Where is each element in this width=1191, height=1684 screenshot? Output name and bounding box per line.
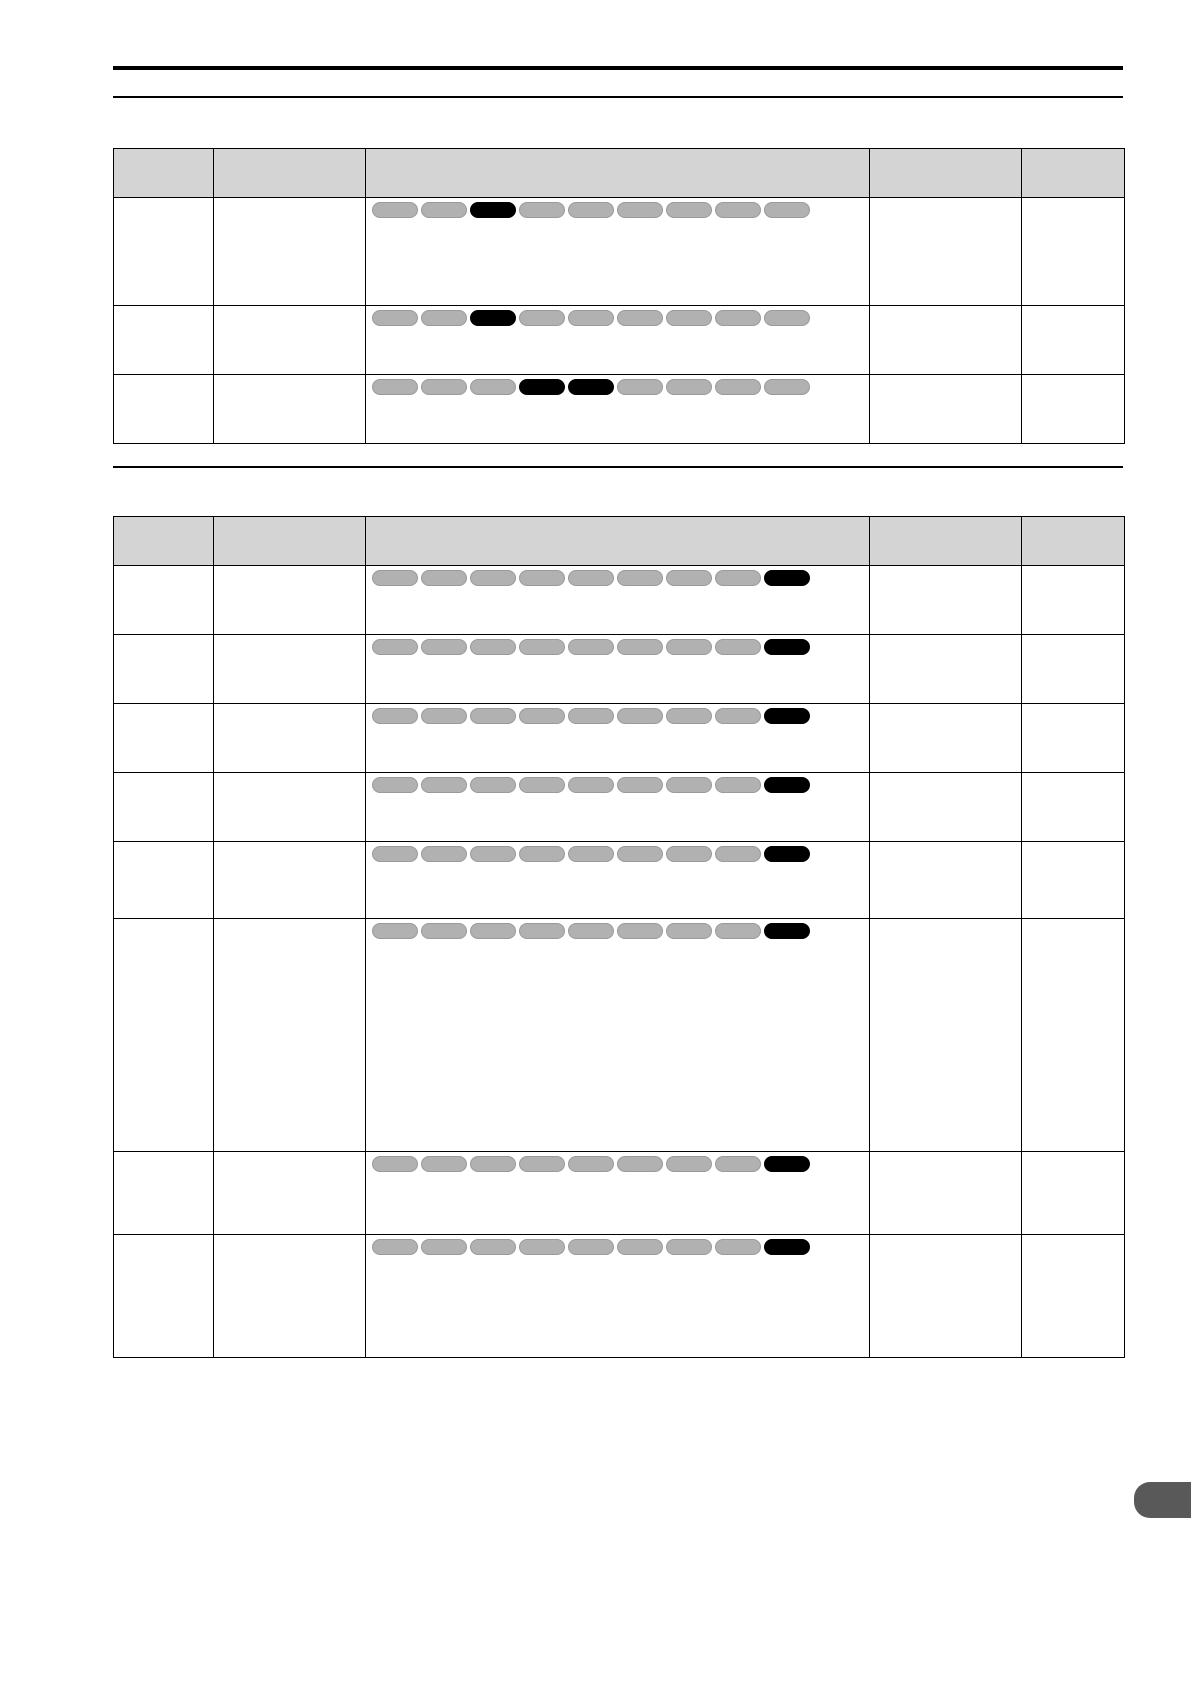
control-mode-indicator [519, 708, 565, 724]
control-mode-indicator [421, 570, 467, 586]
number-cell [114, 566, 214, 635]
control-mode-indicators [372, 1239, 869, 1255]
control-mode-indicator [715, 1156, 761, 1172]
control-mode-indicator [519, 923, 565, 939]
parameter-table-1 [113, 148, 1125, 444]
reference-cell [1022, 773, 1125, 842]
table-row [114, 635, 1125, 704]
table-row [114, 306, 1125, 375]
control-mode-indicator [372, 923, 418, 939]
control-mode-indicator [470, 1156, 516, 1172]
reference-cell [1022, 566, 1125, 635]
control-mode-indicator [519, 639, 565, 655]
reference-cell [1022, 198, 1125, 306]
description-cell [366, 375, 870, 444]
control-mode-indicators [372, 708, 869, 724]
reference-cell [1022, 635, 1125, 704]
number-cell [114, 704, 214, 773]
control-mode-indicator [715, 708, 761, 724]
control-mode-indicator-active [764, 570, 810, 586]
range-cell [870, 635, 1022, 704]
control-mode-indicator [372, 570, 418, 586]
control-mode-indicator [421, 379, 467, 395]
range-cell [870, 1152, 1022, 1235]
control-mode-indicators [372, 639, 869, 655]
range-cell [870, 704, 1022, 773]
control-mode-indicator-active [764, 1239, 810, 1255]
name-cell [214, 1152, 366, 1235]
control-mode-indicator [715, 923, 761, 939]
control-mode-indicator [764, 379, 810, 395]
range-cell [870, 773, 1022, 842]
number-cell [114, 1235, 214, 1358]
header-cell-ref [1022, 149, 1125, 198]
control-mode-indicators [372, 310, 869, 326]
control-mode-indicator-active [764, 708, 810, 724]
reference-cell [1022, 375, 1125, 444]
control-mode-indicator-active [764, 846, 810, 862]
name-cell [214, 919, 366, 1152]
control-mode-indicator [666, 310, 712, 326]
control-mode-indicator [617, 310, 663, 326]
control-mode-indicator [470, 846, 516, 862]
number-cell [114, 306, 214, 375]
table-row [114, 1235, 1125, 1358]
section-rule-2 [113, 466, 1123, 468]
control-mode-indicator [568, 639, 614, 655]
table-row [114, 773, 1125, 842]
control-mode-indicator [421, 1239, 467, 1255]
control-mode-indicator [666, 1239, 712, 1255]
range-cell [870, 919, 1022, 1152]
range-cell [870, 306, 1022, 375]
table-row [114, 704, 1125, 773]
description-cell [366, 1235, 870, 1358]
range-cell [870, 375, 1022, 444]
control-mode-indicator [568, 1156, 614, 1172]
control-mode-indicator-active [470, 202, 516, 218]
name-cell [214, 198, 366, 306]
description-cell [366, 773, 870, 842]
control-mode-indicator [372, 1156, 418, 1172]
control-mode-indicator-active [764, 923, 810, 939]
control-mode-indicator-active [764, 1156, 810, 1172]
control-mode-indicator [470, 639, 516, 655]
range-cell [870, 1235, 1022, 1358]
control-mode-indicators [372, 379, 869, 395]
control-mode-indicator [519, 202, 565, 218]
control-mode-indicator [764, 310, 810, 326]
parameter-table-2 [113, 516, 1125, 1358]
control-mode-indicator-active [764, 777, 810, 793]
header-cell-name [214, 149, 366, 198]
control-mode-indicator [715, 379, 761, 395]
control-mode-indicators [372, 202, 869, 218]
control-mode-indicator [617, 708, 663, 724]
name-cell [214, 1235, 366, 1358]
control-mode-indicator [617, 379, 663, 395]
header-cell-no [114, 149, 214, 198]
control-mode-indicator [372, 379, 418, 395]
control-mode-indicator [519, 1156, 565, 1172]
control-mode-indicator [519, 570, 565, 586]
control-mode-indicator [421, 639, 467, 655]
table-row [114, 842, 1125, 919]
control-mode-indicator [421, 846, 467, 862]
table-row [114, 375, 1125, 444]
description-cell [366, 635, 870, 704]
control-mode-indicator [372, 310, 418, 326]
reference-cell [1022, 306, 1125, 375]
header-cell-range [870, 517, 1022, 566]
control-mode-indicator [470, 570, 516, 586]
table-row [114, 566, 1125, 635]
name-cell [214, 704, 366, 773]
control-mode-indicator [666, 639, 712, 655]
description-cell [366, 704, 870, 773]
control-mode-indicator [470, 923, 516, 939]
control-mode-indicator [617, 777, 663, 793]
control-mode-indicator [715, 777, 761, 793]
name-cell [214, 566, 366, 635]
control-mode-indicator [568, 1239, 614, 1255]
control-mode-indicator [715, 639, 761, 655]
control-mode-indicator [421, 708, 467, 724]
control-mode-indicator [617, 923, 663, 939]
number-cell [114, 635, 214, 704]
control-mode-indicator [568, 202, 614, 218]
control-mode-indicator [519, 310, 565, 326]
description-cell [366, 198, 870, 306]
control-mode-indicator [715, 846, 761, 862]
range-cell [870, 198, 1022, 306]
control-mode-indicator [666, 777, 712, 793]
header-cell-range [870, 149, 1022, 198]
name-cell [214, 635, 366, 704]
control-mode-indicator [617, 1156, 663, 1172]
number-cell [114, 773, 214, 842]
control-mode-indicator [568, 570, 614, 586]
number-cell [114, 1152, 214, 1235]
control-mode-indicator [617, 202, 663, 218]
reference-cell [1022, 1235, 1125, 1358]
control-mode-indicator [666, 570, 712, 586]
control-mode-indicator [421, 923, 467, 939]
control-mode-indicator-active [470, 310, 516, 326]
number-cell [114, 842, 214, 919]
control-mode-indicator [519, 846, 565, 862]
control-mode-indicator [470, 708, 516, 724]
chapter-tab-marker [1134, 1482, 1191, 1518]
control-mode-indicator [372, 202, 418, 218]
control-mode-indicator [568, 708, 614, 724]
name-cell [214, 842, 366, 919]
control-mode-indicator [666, 923, 712, 939]
number-cell [114, 198, 214, 306]
control-mode-indicator [666, 1156, 712, 1172]
control-mode-indicator [568, 846, 614, 862]
control-mode-indicator [617, 846, 663, 862]
control-mode-indicator [421, 202, 467, 218]
table-row [114, 1152, 1125, 1235]
control-mode-indicator [470, 777, 516, 793]
control-mode-indicators [372, 923, 869, 939]
control-mode-indicator [617, 1239, 663, 1255]
table-row [114, 919, 1125, 1152]
section-rule-1 [113, 96, 1123, 98]
control-mode-indicator [568, 310, 614, 326]
control-mode-indicators [372, 570, 869, 586]
control-mode-indicator [666, 379, 712, 395]
header-cell-description [366, 149, 870, 198]
description-cell [366, 919, 870, 1152]
control-mode-indicator [666, 202, 712, 218]
control-mode-indicator [715, 1239, 761, 1255]
reference-cell [1022, 1152, 1125, 1235]
control-mode-indicator [666, 708, 712, 724]
table-row [114, 198, 1125, 306]
number-cell [114, 375, 214, 444]
name-cell [214, 375, 366, 444]
control-mode-indicator-active [568, 379, 614, 395]
control-mode-indicator [617, 570, 663, 586]
table-header-row [114, 149, 1125, 198]
header-cell-name [214, 517, 366, 566]
control-mode-indicator [372, 639, 418, 655]
control-mode-indicator [715, 570, 761, 586]
control-mode-indicator-active [519, 379, 565, 395]
control-mode-indicator [421, 1156, 467, 1172]
description-cell [366, 1152, 870, 1235]
header-cell-description [366, 517, 870, 566]
reference-cell [1022, 842, 1125, 919]
reference-cell [1022, 919, 1125, 1152]
header-cell-no [114, 517, 214, 566]
header-cell-ref [1022, 517, 1125, 566]
page-top-rule [113, 66, 1123, 70]
control-mode-indicator [617, 639, 663, 655]
control-mode-indicator [568, 923, 614, 939]
control-mode-indicator [715, 310, 761, 326]
control-mode-indicator [421, 310, 467, 326]
control-mode-indicator [372, 846, 418, 862]
control-mode-indicator [372, 708, 418, 724]
number-cell [114, 919, 214, 1152]
description-cell [366, 566, 870, 635]
control-mode-indicator [568, 777, 614, 793]
control-mode-indicator-active [764, 639, 810, 655]
control-mode-indicator [764, 202, 810, 218]
range-cell [870, 842, 1022, 919]
control-mode-indicators [372, 1156, 869, 1172]
range-cell [870, 566, 1022, 635]
control-mode-indicators [372, 777, 869, 793]
name-cell [214, 306, 366, 375]
control-mode-indicator [666, 846, 712, 862]
control-mode-indicator [470, 379, 516, 395]
description-cell [366, 842, 870, 919]
control-mode-indicator [519, 777, 565, 793]
control-mode-indicator [519, 1239, 565, 1255]
control-mode-indicator [372, 777, 418, 793]
description-cell [366, 306, 870, 375]
table-header-row [114, 517, 1125, 566]
control-mode-indicator [421, 777, 467, 793]
control-mode-indicator [372, 1239, 418, 1255]
control-mode-indicator [715, 202, 761, 218]
name-cell [214, 773, 366, 842]
reference-cell [1022, 704, 1125, 773]
control-mode-indicator [470, 1239, 516, 1255]
control-mode-indicators [372, 846, 869, 862]
